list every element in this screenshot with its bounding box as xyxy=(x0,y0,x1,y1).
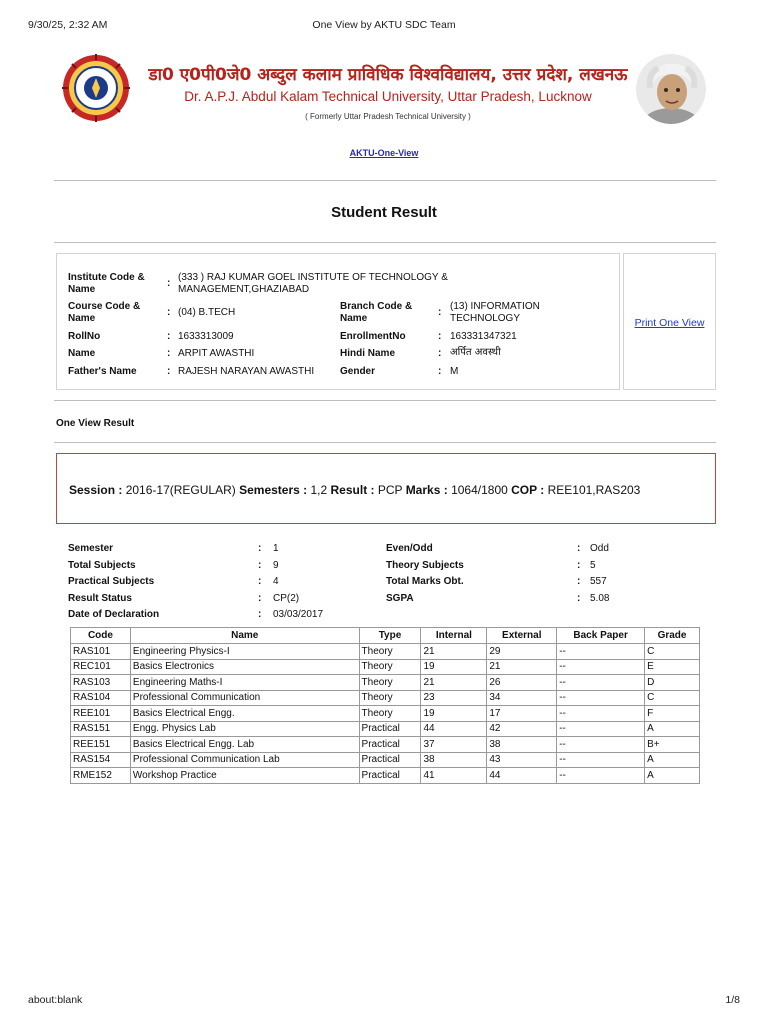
cell-code: RME152 xyxy=(71,768,131,784)
cell-internal: 41 xyxy=(421,768,487,784)
cell-name: Engineering Physics-I xyxy=(130,644,359,660)
cell-back-paper: -- xyxy=(557,659,645,675)
print-one-view-link[interactable]: Print One View xyxy=(634,317,705,329)
portrait-photo xyxy=(636,54,706,124)
table-row xyxy=(71,690,700,706)
print-page-title: One View by AKTU SDC Team xyxy=(312,19,456,31)
cell-type: Theory xyxy=(359,690,421,706)
colon: : xyxy=(577,593,581,604)
cell-external: 17 xyxy=(487,706,557,722)
cell-type: Theory xyxy=(359,675,421,691)
father-name-label: Father's Name xyxy=(68,366,137,377)
cell-back-paper: -- xyxy=(557,690,645,706)
column-header-name: Name xyxy=(130,628,359,644)
total-subjects-value: 9 xyxy=(273,560,279,571)
colon: : xyxy=(577,576,581,587)
semester-value: 1 xyxy=(273,543,279,554)
table-row xyxy=(71,768,700,784)
print-date: 9/30/25, 2:32 AM xyxy=(28,19,108,31)
colon: : xyxy=(167,331,171,342)
result-label: Result : xyxy=(330,483,375,497)
colon: : xyxy=(258,543,262,554)
table-header-row xyxy=(71,628,700,644)
cell-back-paper: -- xyxy=(557,675,645,691)
enrollment-value: 163331347321 xyxy=(450,331,517,342)
sgpa-value: 5.08 xyxy=(590,593,610,604)
cell-grade: F xyxy=(645,706,700,722)
branch-label: Branch Code & Name xyxy=(340,301,413,324)
practical-subjects-value: 4 xyxy=(273,576,279,587)
cell-external: 43 xyxy=(487,752,557,768)
cell-internal: 23 xyxy=(421,690,487,706)
declaration-date-value: 03/03/2017 xyxy=(273,609,324,620)
cell-external: 44 xyxy=(487,768,557,784)
cell-type: Theory xyxy=(359,706,421,722)
print-url: about:blank xyxy=(28,994,83,1006)
divider xyxy=(54,180,716,181)
theory-subjects-label: Theory Subjects xyxy=(386,560,464,571)
student-info-panel xyxy=(56,253,620,390)
name-value: ARPIT AWASTHI xyxy=(178,348,255,359)
marks-table-body xyxy=(71,644,700,784)
colon: : xyxy=(438,331,442,342)
cell-back-paper: -- xyxy=(557,644,645,660)
hindi-name-value: अर्पित अवस्थी xyxy=(450,347,501,358)
column-header-external: External xyxy=(487,628,557,644)
result-summary-box xyxy=(56,453,716,524)
page-title: Student Result xyxy=(331,204,437,221)
hindi-name-label: Hindi Name xyxy=(340,348,396,359)
course-label: Course Code & Name xyxy=(68,301,141,324)
cell-external: 38 xyxy=(487,737,557,753)
colon: : xyxy=(167,307,171,318)
evenodd-label: Even/Odd xyxy=(386,543,433,554)
colon: : xyxy=(258,609,262,620)
column-header-grade: Grade xyxy=(645,628,700,644)
colon: : xyxy=(258,576,262,587)
declaration-date-label: Date of Declaration xyxy=(68,609,160,620)
evenodd-value: Odd xyxy=(590,543,609,554)
cell-type: Practical xyxy=(359,752,421,768)
column-header-internal: Internal xyxy=(421,628,487,644)
colon: : xyxy=(258,560,262,571)
cell-type: Theory xyxy=(359,659,421,675)
cell-name: Engg. Physics Lab xyxy=(130,721,359,737)
semester-label: Semester xyxy=(68,543,114,554)
print-panel xyxy=(623,253,716,390)
total-marks-value: 557 xyxy=(590,576,607,587)
theory-subjects-value: 5 xyxy=(590,560,596,571)
cell-back-paper: -- xyxy=(557,721,645,737)
cell-code: RAS151 xyxy=(71,721,131,737)
colon: : xyxy=(258,593,262,604)
gender-label: Gender xyxy=(340,366,376,377)
cell-code: REE101 xyxy=(71,706,131,722)
institute-label: Institute Code & Name xyxy=(68,272,145,295)
colon: : xyxy=(577,560,581,571)
cell-name: Engineering Maths-I xyxy=(130,675,359,691)
cell-back-paper: -- xyxy=(557,752,645,768)
cell-grade: A xyxy=(645,752,700,768)
cell-external: 21 xyxy=(487,659,557,675)
divider xyxy=(54,400,716,401)
table-row xyxy=(71,659,700,675)
cell-grade: A xyxy=(645,721,700,737)
session-value: 2016-17(REGULAR) xyxy=(125,483,236,497)
cell-external: 34 xyxy=(487,690,557,706)
rollno-label: RollNo xyxy=(68,331,101,342)
gender-value: M xyxy=(450,366,459,377)
colon: : xyxy=(167,366,171,377)
cop-label: COP : xyxy=(511,483,545,497)
sgpa-label: SGPA xyxy=(386,593,414,604)
cell-name: Basics Electrical Engg. Lab xyxy=(130,737,359,753)
university-name-english: Dr. A.P.J. Abdul Kalam Technical University, Uttar Pradesh, Lucknow xyxy=(184,89,592,104)
colon: : xyxy=(438,348,442,359)
cell-back-paper: -- xyxy=(557,706,645,722)
cell-code: RAS103 xyxy=(71,675,131,691)
cell-code: RAS101 xyxy=(71,644,131,660)
cell-back-paper: -- xyxy=(557,737,645,753)
cell-name: Basics Electronics xyxy=(130,659,359,675)
cell-internal: 44 xyxy=(421,721,487,737)
cell-code: RAS154 xyxy=(71,752,131,768)
divider xyxy=(54,242,716,243)
cell-name: Professional Communication xyxy=(130,690,359,706)
cell-internal: 19 xyxy=(421,659,487,675)
name-label: Name xyxy=(68,348,96,359)
marks-value: 1064/1800 xyxy=(451,483,508,497)
result-summary-line xyxy=(69,483,640,497)
table-row xyxy=(71,675,700,691)
one-view-result-title: One View Result xyxy=(56,418,135,429)
branch-value: (13) INFORMATION TECHNOLOGY xyxy=(450,301,540,324)
rollno-value: 1633313009 xyxy=(178,331,234,342)
colon: : xyxy=(167,278,171,289)
table-row xyxy=(71,752,700,768)
table-row xyxy=(71,721,700,737)
cell-code: REC101 xyxy=(71,659,131,675)
cell-grade: A xyxy=(645,768,700,784)
marks-label: Marks : xyxy=(405,483,448,497)
cell-internal: 21 xyxy=(421,675,487,691)
cell-grade: D xyxy=(645,675,700,691)
result-value: PCP xyxy=(377,483,403,497)
divider xyxy=(54,442,716,443)
university-name-hindi: डा0 ए0पी0जे0 अब्दुल कलाम प्राविधिक विश्वविद्यालय, उत्तर प्रदेश, लखनऊ xyxy=(148,65,628,85)
marks-table xyxy=(70,627,700,784)
cell-internal: 21 xyxy=(421,644,487,660)
total-marks-label: Total Marks Obt. xyxy=(386,576,464,587)
cell-external: 26 xyxy=(487,675,557,691)
session-label: Session : xyxy=(69,483,123,497)
university-former-name: ( Formerly Uttar Pradesh Technical University ) xyxy=(305,112,471,121)
cell-internal: 19 xyxy=(421,706,487,722)
colon: : xyxy=(167,348,171,359)
cell-name: Workshop Practice xyxy=(130,768,359,784)
total-subjects-label: Total Subjects xyxy=(68,560,136,571)
cop-value: REE101,RAS203 xyxy=(547,483,641,497)
column-header-type: Type xyxy=(359,628,421,644)
cell-grade: E xyxy=(645,659,700,675)
cell-type: Practical xyxy=(359,737,421,753)
table-row xyxy=(71,706,700,722)
semesters-label: Semesters : xyxy=(239,483,308,497)
cell-code: RAS104 xyxy=(71,690,131,706)
cell-name: Basics Electrical Engg. xyxy=(130,706,359,722)
cell-code: REE151 xyxy=(71,737,131,753)
practical-subjects-label: Practical Subjects xyxy=(68,576,155,587)
cell-type: Theory xyxy=(359,644,421,660)
cell-grade: B+ xyxy=(645,737,700,753)
result-status-value: CP(2) xyxy=(273,593,300,604)
cell-external: 42 xyxy=(487,721,557,737)
course-value: (04) B.TECH xyxy=(178,307,236,318)
cell-grade: C xyxy=(645,690,700,706)
enrollment-label: EnrollmentNo xyxy=(340,331,406,342)
colon: : xyxy=(577,543,581,554)
colon: : xyxy=(438,307,442,318)
cell-type: Practical xyxy=(359,721,421,737)
cell-external: 29 xyxy=(487,644,557,660)
table-row xyxy=(71,737,700,753)
cell-name: Professional Communication Lab xyxy=(130,752,359,768)
cell-type: Practical xyxy=(359,768,421,784)
result-status-label: Result Status xyxy=(68,593,132,604)
column-header-code: Code xyxy=(71,628,131,644)
table-row xyxy=(71,644,700,660)
cell-internal: 37 xyxy=(421,737,487,753)
column-header-back-paper: Back Paper xyxy=(557,628,645,644)
semesters-value: 1,2 xyxy=(310,483,328,497)
father-name-value: RAJESH NARAYAN AWASTHI xyxy=(178,366,315,377)
cell-grade: C xyxy=(645,644,700,660)
university-seal-logo xyxy=(62,52,130,124)
cell-internal: 38 xyxy=(421,752,487,768)
colon: : xyxy=(438,366,442,377)
page-number: 1/8 xyxy=(725,994,740,1006)
cell-back-paper: -- xyxy=(557,768,645,784)
aktu-one-view-link[interactable]: AKTU-One-View xyxy=(349,148,419,158)
institute-value: (333 ) RAJ KUMAR GOEL INSTITUTE OF TECHNOLOGY & MANAGEMENT,GHAZIABAD xyxy=(178,272,448,295)
